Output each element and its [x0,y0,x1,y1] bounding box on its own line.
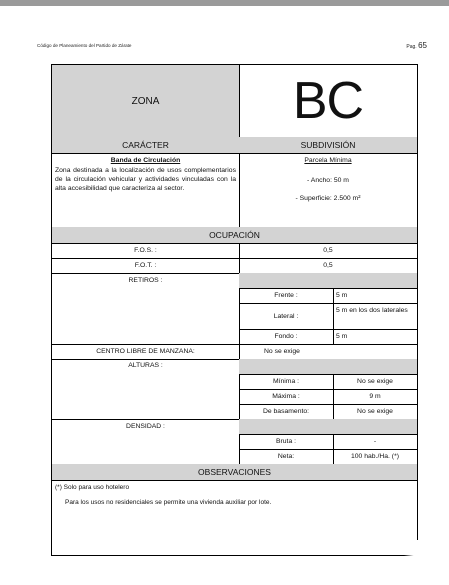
observaciones-note-1: (*) Solo para uso hotelero [55,484,130,491]
retiro-fondo-value: 5 m [336,333,348,340]
centro-libre-label: CENTRO LIBRE DE MANZANA: [96,348,195,355]
caracter-header [51,137,240,154]
subdivision-header [239,137,418,154]
retiro-fondo-value-cell [333,329,418,345]
zona-code: BC [292,72,364,130]
centro-libre-label-cell [51,344,240,360]
observaciones-content [51,480,418,556]
page-number [406,41,427,50]
observaciones-header [51,464,418,481]
scan-edge-fade [404,540,420,560]
retiro-lateral-label-cell [239,303,334,330]
zona-code-cell [239,64,418,138]
alturas-label-cell [51,359,240,420]
altura-maxima-value: 9 m [369,393,381,400]
retiros-label-cell [51,273,240,345]
densidad-label-cell [51,419,240,465]
altura-basamento-value: No se exige [357,408,393,415]
retiro-lateral-label: Lateral : [273,312,299,320]
densidad-bruta-value: - [373,438,377,445]
caracter-description: Zona destinada a la localización de usos complementarios de la circulación vehicular y actividades vinculadas con la alta accesibilidad que caracteriza al sector. [55,167,236,192]
retiro-lateral-value: 5 m en los dos laterales [336,307,408,314]
subdivision-title: Parcela Mínima [304,157,352,164]
zona-label-cell [51,64,240,138]
retiro-frente-value: 5 m [336,292,348,299]
retiro-fondo-label: Fondo : [274,333,298,340]
subdivision-superficie: - Superficie: 2.500 m² [295,195,361,202]
subdivision-ancho: - Ancho: 50 m [307,177,349,184]
fot-value: 0,5 [323,262,333,269]
densidad-grey-cell [239,419,418,435]
centro-libre-value: No se exige [264,348,300,355]
retiros-grey-cell [239,273,418,289]
page-prefix: Pag. [406,44,417,50]
altura-basamento-label-cell [239,404,334,420]
top-bar [0,0,449,6]
fos-value: 0,5 [323,247,333,254]
caracter-content [51,153,240,228]
densidad-neta-value-cell [333,449,418,465]
retiro-frente-label: Frente : [274,292,298,299]
fos-label-cell [51,243,240,259]
fos-label: F.O.S. : [134,247,157,254]
altura-minima-label: Mínima : [272,378,300,385]
ocupacion-header [51,227,418,244]
densidad-bruta-label-cell [239,434,334,450]
densidad-label: DENSIDAD : [126,423,165,430]
observaciones-header-text: OBSERVACIONES [198,467,271,477]
ocupacion-header-text: OCUPACIÓN [209,230,260,240]
altura-minima-value: No se exige [357,378,393,385]
alturas-grey-cell [239,359,418,375]
densidad-neta-label-cell [239,449,334,465]
subdivision-content [239,153,418,228]
centro-libre-value-cell [239,344,418,360]
retiro-fondo-label-cell [239,329,334,345]
altura-minima-label-cell [239,374,334,390]
retiro-lateral-value-cell [333,303,418,330]
altura-maxima-label-cell [239,389,334,405]
fot-label-cell [51,258,240,274]
retiro-frente-value-cell [333,288,418,304]
fos-value-cell [239,243,418,259]
densidad-bruta-label: Bruta : [275,438,297,445]
fot-label: F.O.T. : [134,262,157,269]
page-number-value: 65 [418,41,427,50]
densidad-bruta-value-cell [333,434,418,450]
fot-value-cell [239,258,418,274]
altura-minima-value-cell [333,374,418,390]
alturas-label: ALTURAS : [128,362,163,369]
densidad-neta-value: 100 hab./Ha. (*) [351,453,399,460]
observaciones-note-2: Para los usos no residenciales se permite una vivienda auxiliar por lote. [65,499,272,506]
altura-basamento-value-cell [333,404,418,420]
caracter-title: Banda de Circulación [110,157,181,164]
subdivision-header-text: SUBDIVISIÓN [300,140,356,150]
altura-maxima-label: Máxima : [272,393,300,400]
retiro-frente-label-cell [239,288,334,304]
document-header-title: Código de Planeamiento del Partido de Zárate [37,43,132,48]
altura-basamento-label: De basamento: [262,408,310,415]
altura-maxima-value-cell [333,389,418,405]
retiros-label: RETIROS : [128,277,163,284]
caracter-header-text: CARÁCTER [122,140,169,150]
densidad-neta-label: Neta: [277,453,295,460]
zona-label: ZONA [131,95,160,107]
